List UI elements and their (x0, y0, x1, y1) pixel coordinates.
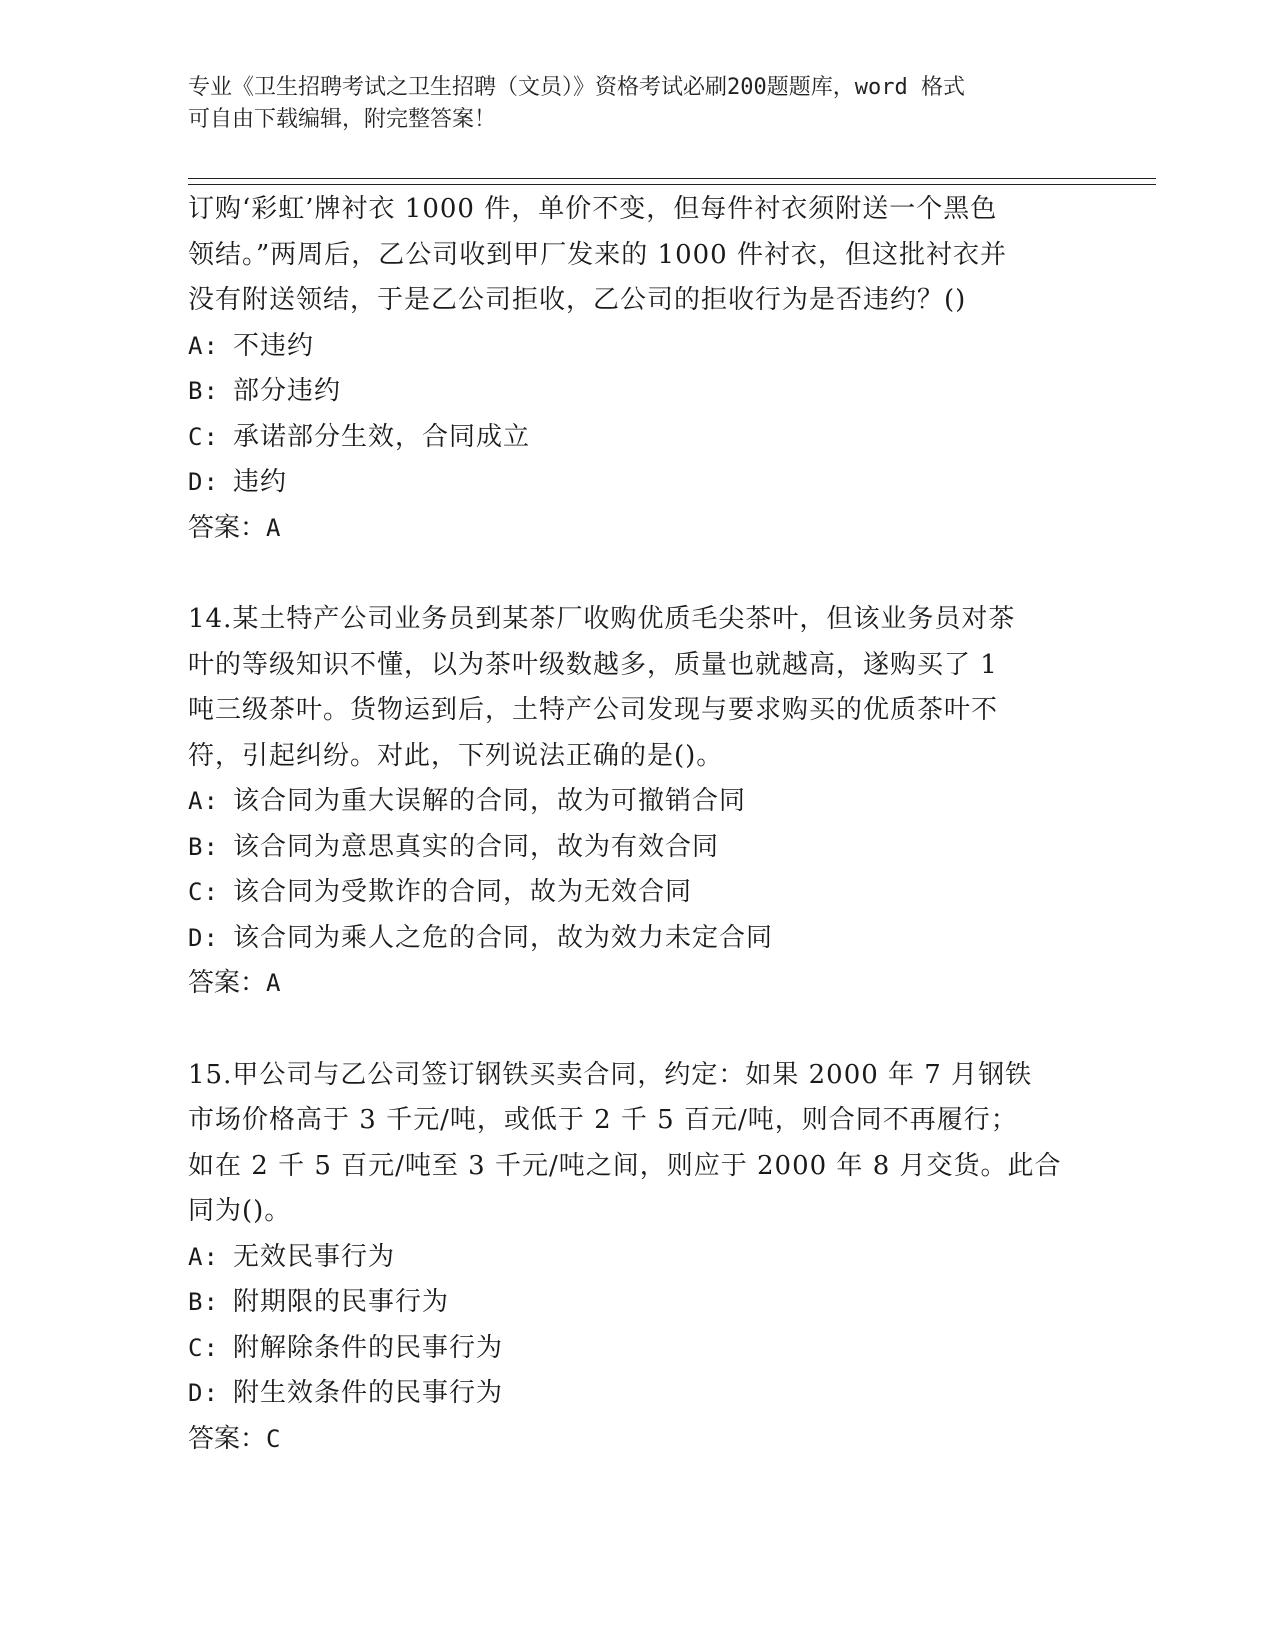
option-text: 附生效条件的民事行为 (233, 1378, 504, 1408)
option-key: D: (188, 923, 219, 952)
option-text: 该合同为乘人之危的合同，故为效力未定合同 (233, 922, 774, 953)
question-text-line: 没有附送领结，于是乙公司拒收，乙公司的拒收行为是否违约？() (188, 285, 967, 315)
answer-label: 答案： (188, 1423, 267, 1454)
header-title-line-2: 可自由下载编辑，附完整答案！ (188, 107, 497, 132)
question-text-line: 14.某土特产公司业务员到某茶厂收购优质毛尖茶叶，但该业务员对茶 (188, 604, 1016, 634)
question-text-line: 市场价格高于 3 千元/吨，或低于 2 千 5 百元/吨，则合同不再履行； (188, 1105, 1018, 1135)
question-14 (188, 597, 1088, 1007)
spacer (188, 551, 1088, 597)
option-key: A: (188, 331, 219, 360)
option-b (188, 369, 1088, 415)
question-text-line: 吨三级茶叶。货物运到后，土特产公司发现与要求购买的优质茶叶不 (188, 695, 999, 725)
answer-line (188, 1417, 1088, 1463)
option-text: 违约 (233, 467, 288, 497)
answer-label: 答案： (188, 512, 267, 543)
option-key: B: (188, 377, 219, 405)
option-c (188, 870, 1088, 916)
question-text-line: 叶的等级知识不懂，以为茶叶级数越多，质量也就越高，遂购买了 1 (188, 649, 998, 680)
answer-value: C (266, 1424, 281, 1453)
option-a (188, 324, 1088, 370)
answer-line (188, 961, 1088, 1007)
answer-line (188, 506, 1088, 552)
option-d (188, 1371, 1088, 1417)
option-text: 承诺部分生效，合同成立 (233, 421, 531, 452)
option-text: 部分违约 (233, 376, 342, 406)
option-d (188, 460, 1088, 506)
option-text: 该合同为重大误解的合同，故为可撤销合同 (233, 786, 747, 816)
question-text-line: 15.甲公司与乙公司签订钢铁买卖合同，约定：如果 2000 年 7 月钢铁 (188, 1059, 1033, 1090)
option-c (188, 415, 1088, 461)
question-15 (188, 1053, 1088, 1463)
option-key: A: (188, 787, 219, 815)
option-c (188, 1326, 1088, 1372)
question-text-line: 领结。”两周后，乙公司收到甲厂发来的 1000 件衬衣，但这批衬衣并 (188, 239, 1007, 270)
document-header (188, 72, 1068, 136)
option-text: 该合同为意思真实的合同，故为有效合同 (233, 831, 720, 862)
option-key: B: (188, 1288, 219, 1316)
spacer (188, 1007, 1088, 1053)
question-13 (188, 187, 1088, 551)
option-a (188, 1235, 1088, 1281)
question-content (188, 187, 1088, 1462)
header-title-line-1: 专业《卫生招聘考试之卫生招聘（文员）》资格考试必刷200题题库，word 格式 (188, 75, 965, 100)
option-a (188, 779, 1088, 825)
option-b (188, 825, 1088, 871)
option-key: A: (188, 1242, 219, 1271)
option-key: C: (188, 1333, 219, 1362)
option-key: D: (188, 468, 219, 496)
option-b (188, 1280, 1088, 1326)
option-key: D: (188, 1379, 219, 1407)
option-d (188, 916, 1088, 962)
answer-value: A (266, 513, 281, 542)
option-text: 该合同为受欺诈的合同，故为无效合同 (233, 877, 693, 907)
header-divider-bottom (188, 184, 1156, 185)
option-key: C: (188, 878, 219, 906)
option-text: 无效民事行为 (233, 1241, 396, 1272)
answer-label: 答案： (188, 968, 267, 998)
header-divider-top (188, 178, 1156, 179)
option-text: 不违约 (233, 330, 315, 361)
question-text-line: 如在 2 千 5 百元/吨至 3 千元/吨之间，则应于 2000 年 8 月交货。此合 (188, 1150, 1062, 1181)
option-key: B: (188, 832, 219, 861)
option-text: 附解除条件的民事行为 (233, 1332, 504, 1363)
question-text-line: 订购‘彩虹’牌衬衣 1000 件，单价不变，但每件衬衣须附送一个黑色 (188, 194, 998, 224)
question-text-line: 符，引起纠纷。对此，下列说法正确的是()。 (188, 740, 724, 771)
option-key: C: (188, 422, 219, 451)
option-text: 附期限的民事行为 (233, 1287, 450, 1317)
answer-value: A (266, 969, 281, 997)
question-text-line: 同为()。 (188, 1196, 292, 1226)
